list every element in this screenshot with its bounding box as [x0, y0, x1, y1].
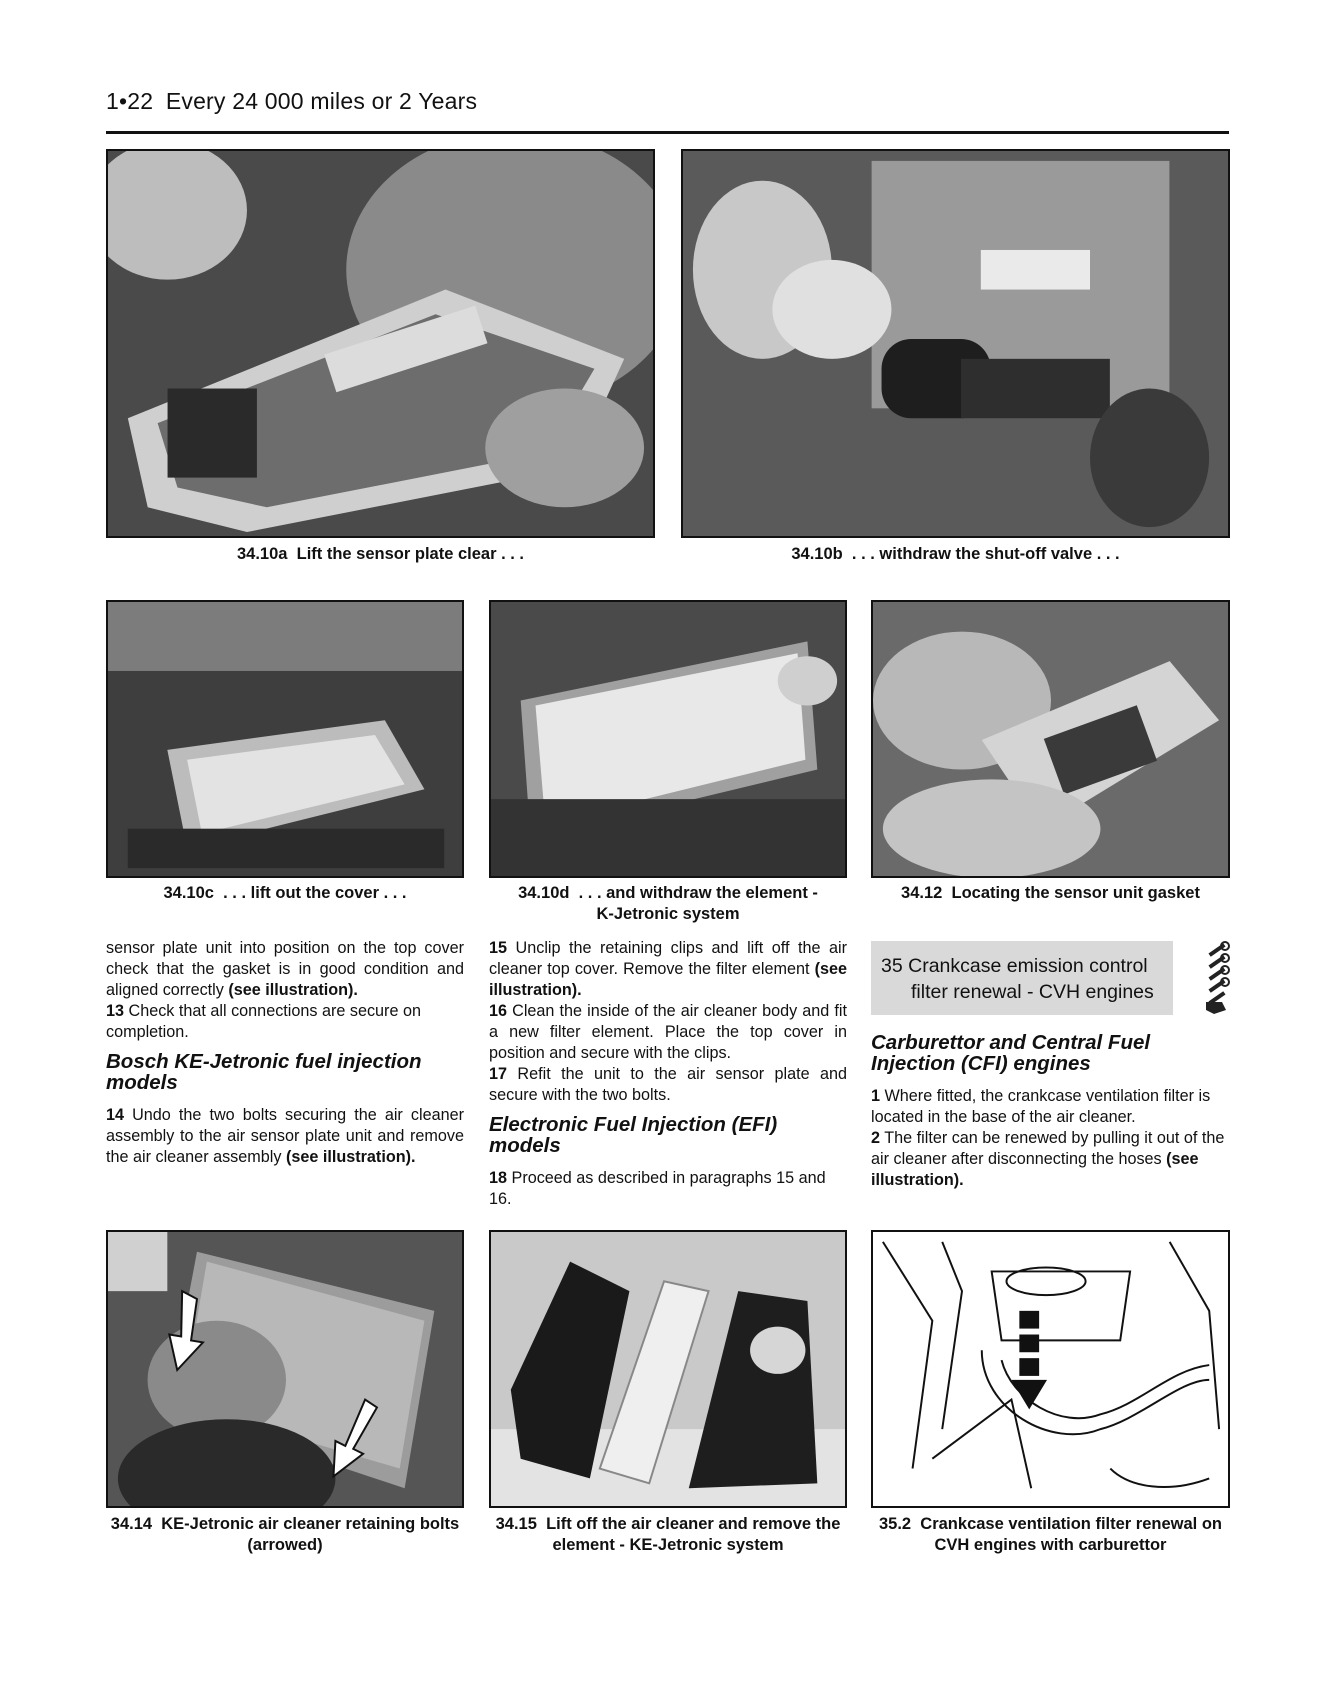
- paragraph: 17 Refit the unit to the air sensor plate and secure with the two bolts.: [489, 1065, 848, 1104]
- figure-ref: 34.10a: [236, 545, 288, 563]
- paragraph-number: 18: [489, 1169, 508, 1187]
- figure-caption: Lift the sensor plate clear . . .: [296, 545, 525, 563]
- figure-caption: Locating the sensor unit gasket: [951, 884, 1200, 902]
- paragraph-number: 13: [106, 1002, 125, 1020]
- header-rule: [106, 131, 1229, 134]
- figure-caption: Lift off the air cleaner and remove the element - KE-Jetronic system: [546, 1515, 841, 1554]
- paragraph: 18 Proceed as described in paragraphs 15 and 16.: [489, 1169, 826, 1208]
- caption-34-12: [871, 883, 1230, 904]
- caption-34-10b: [681, 544, 1230, 565]
- subheading: Bosch KE-Jetronic fuel injection models: [106, 1050, 422, 1094]
- paragraph-number: 16: [489, 1002, 508, 1020]
- text-column-1: [106, 938, 464, 1168]
- paragraph: sensor plate unit into position on the top cover check that the gasket is in good condition and aligned correctly (see illustration).: [106, 939, 464, 999]
- figure-ref: 34.10b: [791, 545, 843, 563]
- illustration-ref: (see illustration).: [285, 1148, 416, 1166]
- section-number: 35: [881, 955, 903, 977]
- illustration-ref: (see illustration).: [871, 1150, 1199, 1189]
- subheading: Electronic Fuel Injection (EFI) models: [489, 1113, 778, 1157]
- paragraph-number: 1: [871, 1087, 881, 1105]
- photo-34-12: [871, 600, 1230, 878]
- page-header: [106, 88, 477, 115]
- photo-34-10b: [681, 149, 1230, 538]
- figure-caption: . . . and withdraw the element - K-Jetronic system: [578, 884, 818, 923]
- paragraph-number: 15: [489, 939, 508, 957]
- section-heading-line-1: 35 Crankcase emission control: [881, 955, 1148, 977]
- section-heading-box: [871, 941, 1173, 1015]
- subheading: Carburettor and Central Fuel Injection (CFI) engines: [871, 1031, 1151, 1075]
- caption-34-15: [489, 1514, 847, 1556]
- paragraph: 16 Clean the inside of the air cleaner body and fit a new filter element. Place the top cover in position and secure with the clips.: [489, 1002, 848, 1062]
- caption-34-14: [106, 1514, 464, 1556]
- page-number: 1•22: [106, 88, 154, 114]
- photo-34-14: [106, 1230, 464, 1508]
- paragraph-number: 2: [871, 1129, 881, 1147]
- illustration-ref: (see illustration).: [489, 960, 847, 999]
- caption-34-10a: [106, 544, 655, 565]
- photo-34-15: [489, 1230, 847, 1508]
- figure-caption: . . . lift out the cover . . .: [223, 884, 407, 902]
- caption-34-10d: [489, 883, 847, 925]
- illustration-ref: (see illustration).: [228, 981, 358, 999]
- figure-ref: 34.10c: [163, 884, 214, 902]
- paragraph: 2 The filter can be renewed by pulling it out of the air cleaner after disconnecting the hoses (see illustration).: [871, 1129, 1225, 1189]
- paragraph: 14 Undo the two bolts securing the air cleaner assembly to the air sensor plate unit and remove the air cleaner assembly (see illustration).: [106, 1106, 464, 1166]
- difficulty-spanner-icon: [1204, 940, 1232, 1016]
- illustration-35-2: [871, 1230, 1230, 1508]
- paragraph: 13 Check that all connections are secure on completion.: [106, 1002, 421, 1041]
- figure-caption: Crankcase ventilation filter renewal on CVH engines with carburettor: [920, 1515, 1222, 1554]
- paragraph-number: 14: [106, 1106, 125, 1124]
- caption-35-2: [871, 1514, 1230, 1556]
- section-heading-line-2: filter renewal - CVH engines: [911, 981, 1154, 1003]
- figure-caption: KE-Jetronic air cleaner retaining bolts (arrowed): [161, 1515, 460, 1554]
- figure-caption: . . . withdraw the shut-off valve . . .: [851, 545, 1120, 563]
- paragraph-number: 17: [489, 1065, 508, 1083]
- figure-ref: 34.14: [110, 1515, 153, 1533]
- text-column-3: [871, 1032, 1230, 1191]
- photo-34-10c: [106, 600, 464, 878]
- figure-ref: 34.10d: [518, 884, 570, 902]
- caption-34-10c: [106, 883, 464, 904]
- page-title: Every 24 000 miles or 2 Years: [165, 88, 478, 114]
- figure-ref: 34.12: [901, 884, 943, 902]
- text-column-2: [489, 938, 847, 1210]
- figure-ref: 35.2: [879, 1515, 912, 1533]
- photo-34-10a: [106, 149, 655, 538]
- figure-ref: 34.15: [495, 1515, 537, 1533]
- photo-34-10d: [489, 600, 847, 878]
- paragraph: 1 Where fitted, the crankcase ventilation filter is located in the base of the air cleaner.: [871, 1087, 1211, 1126]
- paragraph: 15 Unclip the retaining clips and lift off the air cleaner top cover. Remove the filter element (see illustration).: [489, 939, 847, 999]
